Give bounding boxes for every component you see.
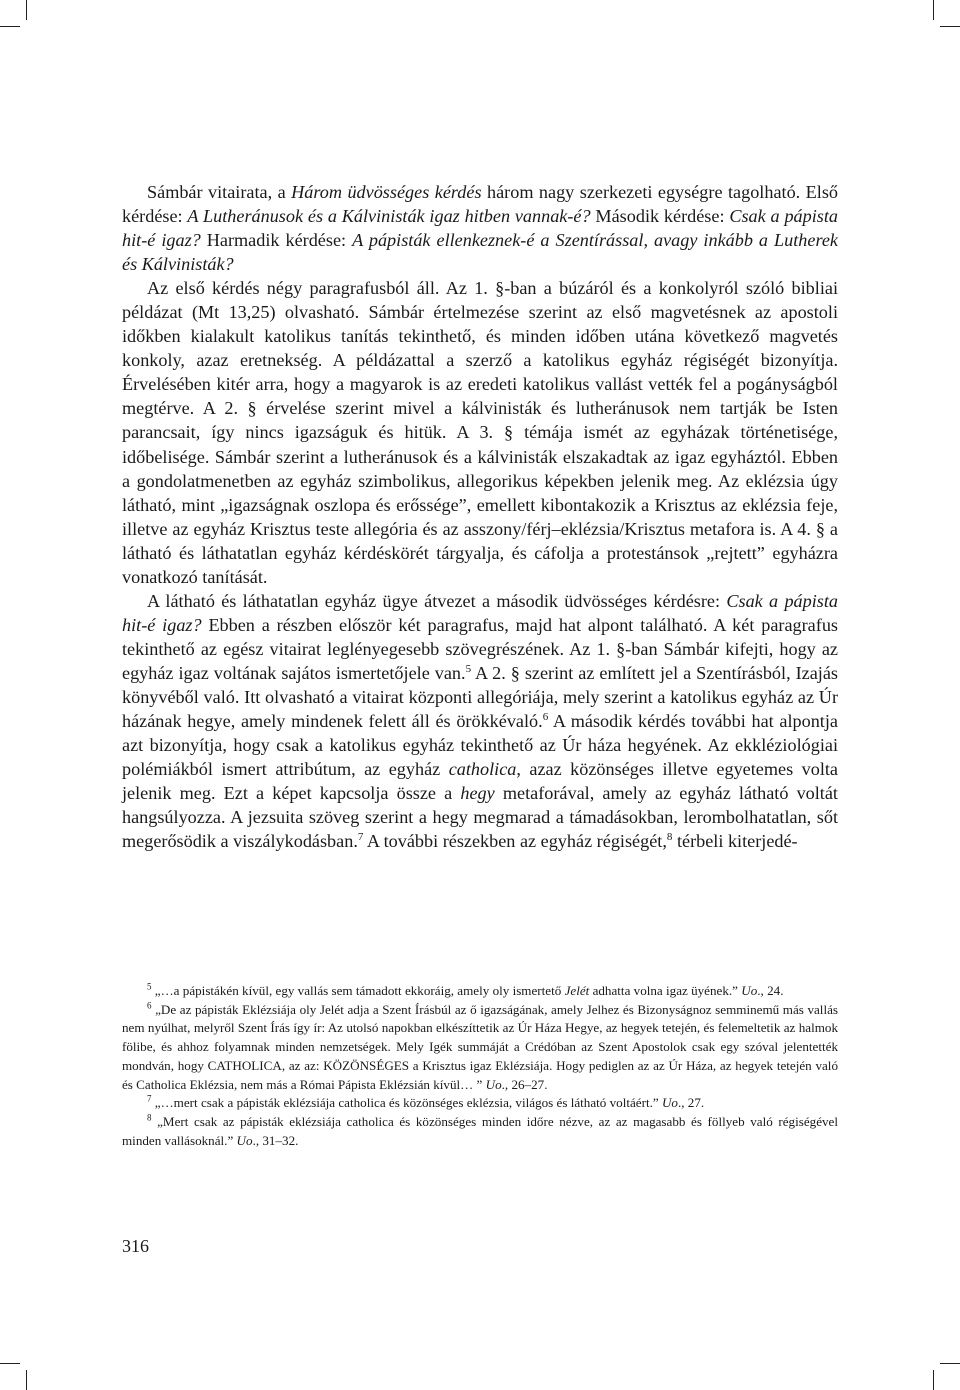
italic-text: Uo — [661, 1095, 678, 1111]
text-run: ., 24. — [757, 983, 784, 998]
footnote-number: 7 — [147, 1093, 152, 1104]
italic-text: catholica — [448, 759, 517, 780]
footnote — [122, 1113, 838, 1150]
crop-mark-bottom-left-vertical — [26, 1370, 27, 1390]
text-run: A 2. § szerint az említett jel a Szentírásból, Izajás könyvéből való. Itt olvasható a vitairat központi allegóriája, mely szerint a katolikus egyház az Úr házának hegye, amely mindenek felett áll és örökkévaló. — [122, 662, 839, 732]
text-run: A látható és láthatatlan egyház ügye átvezet a második üdvösséges kérdésre: — [147, 590, 727, 611]
italic-text: hegy — [460, 783, 495, 804]
footnote — [122, 1094, 838, 1113]
text-run: ., 31–32. — [252, 1132, 299, 1148]
text-run: Ebben a részben először két paragrafus, majd hat alpont található. A két paragrafus tekinthető az egész vitairat leglényegesebb szövegrészének. Az 1. §-ban Sámbár kifejti, hogy az egyház igaz voltának sajátos ismertetőjele van. — [122, 614, 838, 683]
footnotes — [122, 982, 838, 1150]
text-run: ., 26–27. — [501, 1076, 548, 1092]
crop-mark-top-right-horizontal — [940, 26, 960, 27]
text-run: ., 27. — [677, 1095, 705, 1111]
text-run: metaforával, amely az egyház látható voltát hangsúlyozza. A jezsuita szöveg szerint a hegy megmarad a támadásokban, lerombolhatatlan, sőt megerősödik a viszálykodásban. — [122, 783, 838, 852]
crop-mark-bottom-right-horizontal — [940, 1363, 960, 1364]
crop-mark-top-left-vertical — [26, 0, 27, 20]
text-run: , azaz közönséges illetve egyetemes volta jelenik meg. Ezt a képet kapcsolja össze a — [122, 759, 838, 804]
text-run: A további részekben az egyház régiségét, — [363, 831, 667, 852]
paragraph — [122, 276, 838, 589]
footnote-ref: 8 — [666, 831, 673, 844]
page-number: 316 — [122, 1236, 149, 1256]
crop-mark-top-right-vertical — [933, 0, 934, 20]
text-run: A második kérdés további hat alpontja azt bizonyítja, hogy csak a katolikus egyház tekinthető az Úr háza hegyének. Az ekkléziológiai polémiákból ismert attribútum, az egyház — [122, 711, 838, 780]
footnote-number: 8 — [147, 1112, 152, 1123]
text-run: adhatta volna igaz üyének.” — [589, 983, 742, 998]
footnote-number: 6 — [147, 1000, 152, 1011]
italic-text: Uo — [741, 983, 758, 998]
text-run: Az első kérdés négy paragrafusból áll. Az 1. §-ban a búzáról és a konkolyról szóló bibliai példázat (Mt 13,25) olvasható. Sámbár értelmezése szerint az első magvetésnek az apostoli időkben kialakult katolikus tanítás tekinthető, és minden időben utána következő magvetés konkoly, azaz eretnekség. A példázattal a szerző a katolikus egyház régiségét bizonyítja. Érvelésében kitér arra, hogy a magyarok is az eredeti katolikus vallást vették fel a pogányságból megtérve. A 2. § érvelése szerint mivel a kálvinisták és lutheránusok nem tartják be Isten parancsait, így nincs igazságuk és hitük. A 3. § témája ismét az egyházak történetisége, időbelisége. Sámbár szerint a lutheránusok és a kálvinisták elszakadtak az igaz egyháztól. Ebben a gondolatmenetben az egyház szimbolikus, allegorikus képekben jelenik meg. Az eklézsia úgy látható, mint „igazságnak oszlopa és erőssége”, emellett kibontakozik a Krisztus az eklézsia feje, illetve az egyház Krisztus teste allegória és az asszony/férj–eklézsia/Krisztus metafora is. A 4. § a látható és láthatatlan egyház kérdéskörét tárgyalja, és cáfolja a protestánsok „rejtett” egyházra vonatkozó tanítását. — [122, 278, 838, 587]
footnote — [122, 1001, 838, 1095]
text-run: Harmadik kérdése: — [200, 230, 353, 251]
text-run: „…a pápistákén kívül, egy vallás sem támadott ekkoráig, amely oly ismertető — [154, 983, 565, 998]
italic-text: Jelét — [564, 983, 590, 998]
italic-text: A Lutheránusok és a Kálvinisták igaz hitben vannak-é? — [187, 206, 591, 227]
footnote-ref: 7 — [357, 831, 364, 844]
footnote — [122, 982, 838, 1001]
footnote-ref: 5 — [465, 662, 472, 675]
crop-mark-top-left-horizontal — [0, 26, 20, 27]
footnote-number: 5 — [147, 981, 152, 992]
italic-text: Három üdvösséges kérdés — [291, 182, 482, 202]
text-run: Sámbár vitairata, a — [147, 182, 292, 202]
text-run: „De az pápisták Eklézsiája oly Jelét adja a Szent Írásbúl az ő igazságának, amely Jelhez és Bizonyságnoz semminemű más vallás nem nyúlhat, melyről Szent Írás így ír: Az utolsó napokban elkészíttetik az Úr Háza Hegye, az hegyek tetején, és felemeltetik az halmok fölibe, és ahhoz folyamnak minden nemzetségek. Mely Igék summáját a Crédóban az Szent Apostolok csak egy szóval jelentették mondván, hogy CATHOLICA, az az: KÖZÖNSÉGES a Krisztus igaz Eklézsiája. Hogy pediglen az az Úr Háza, az hegyek tetején való és Catholica Eklézsia, nem más a Római Pápista Eklézsián kívül… ” — [122, 1001, 838, 1092]
italic-text: Csak a pápista hit-é igaz? — [122, 590, 839, 635]
text-run: Második kérdése: — [590, 206, 730, 227]
italic-text: Csak a pápista hit-é igaz? — [122, 206, 839, 251]
crop-mark-bottom-left-horizontal — [0, 1363, 20, 1364]
italic-text: Uo — [485, 1076, 502, 1092]
text-run: „Mert csak az pápisták eklézsiája catholica és közönséges minden időre nézve, az az magasabb és föllyeb való régiségével minden vallásoknál.” — [122, 1113, 838, 1148]
italic-text: A pápisták ellenkeznek-é a Szentírással, avagy inkább a Lutherek és Kálvinisták? — [122, 230, 838, 275]
paragraph — [122, 180, 838, 276]
text-run: „…mert csak a pápisták eklézsiája catholica és közönséges eklézsia, világos és látható voltáért.” — [154, 1095, 662, 1111]
crop-mark-bottom-right-vertical — [933, 1370, 934, 1390]
paragraph — [122, 589, 838, 854]
italic-text: Uo — [236, 1132, 253, 1148]
body-text — [122, 180, 838, 853]
text-run: három nagy szerkezeti egységre tagolható. Első kérdése: — [122, 182, 838, 227]
footnote-ref: 6 — [542, 710, 549, 723]
text-run: térbeli kiterjedé- — [672, 831, 798, 852]
